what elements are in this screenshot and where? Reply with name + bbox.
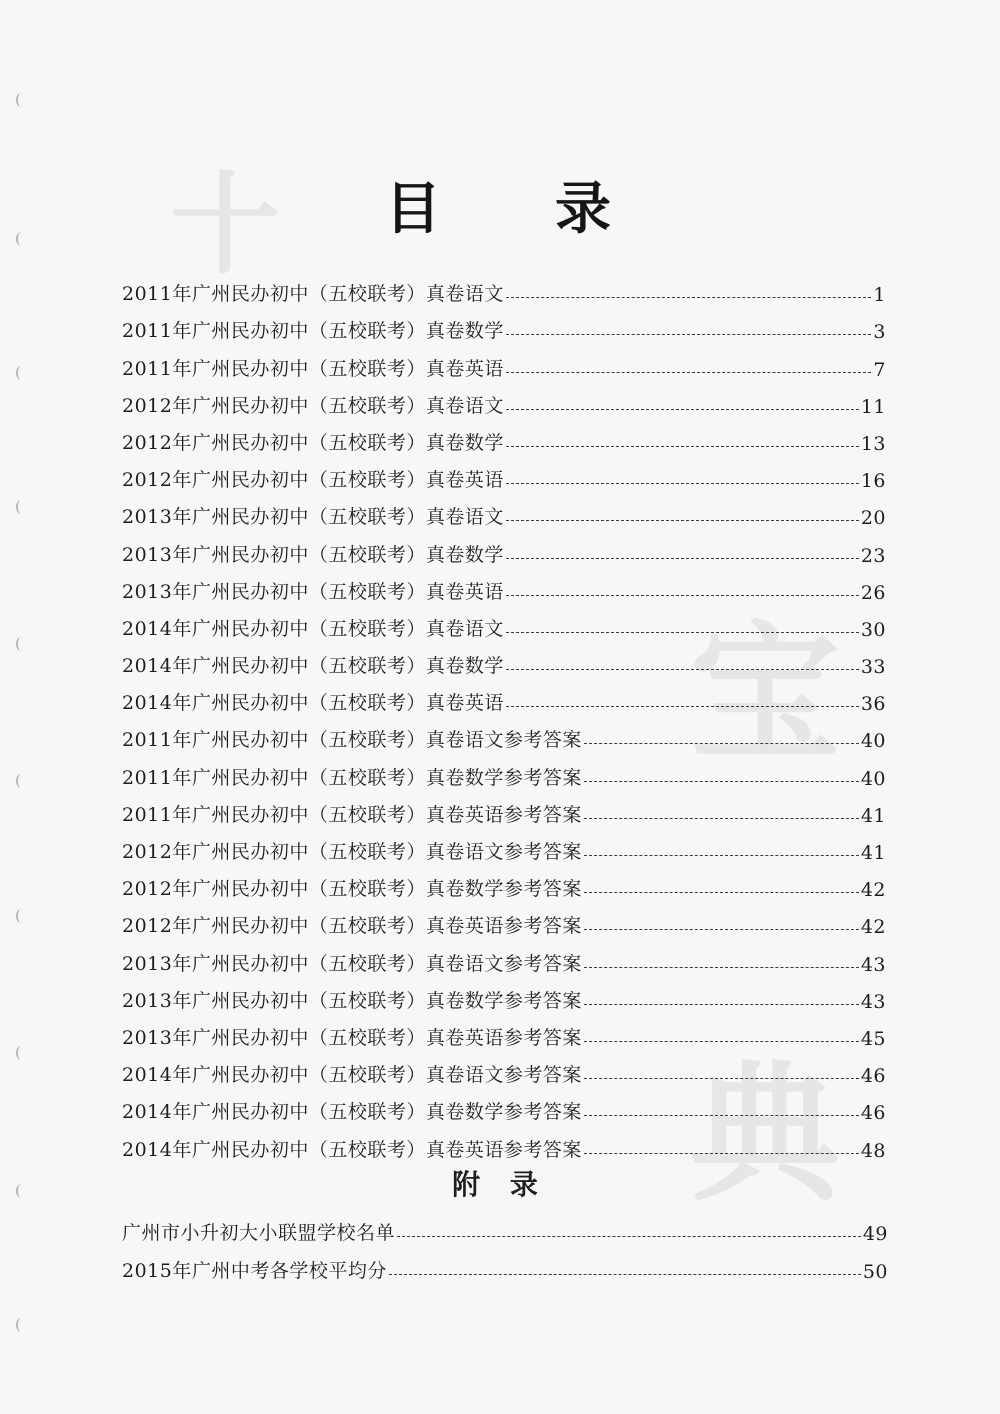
toc-entry-page-number: 43 [860, 953, 886, 976]
toc-entry-title: 2012年广州民办初中（五校联考）真卷英语 [122, 469, 504, 492]
dotted-leader [584, 781, 859, 782]
toc-entry-page-number: 40 [860, 767, 886, 790]
dotted-leader [584, 929, 859, 930]
toc-entry[interactable] [122, 901, 886, 938]
toc-entry[interactable] [122, 641, 886, 678]
dotted-leader [584, 1115, 859, 1116]
toc-entry-title: 广州市小升初大小联盟学校名单 [122, 1222, 396, 1244]
dotted-leader [506, 632, 859, 633]
toc-entry-title: 2014年广州民办初中（五校联考）真卷数学 [122, 655, 504, 678]
dotted-leader [506, 520, 859, 521]
page-title [0, 165, 1000, 242]
toc-entry-page-number: 45 [860, 1027, 886, 1050]
dotted-leader [584, 1078, 859, 1079]
dotted-leader [506, 409, 859, 410]
toc-entry[interactable] [122, 678, 886, 715]
dotted-leader [584, 1153, 859, 1154]
toc-entry-page-number: 41 [860, 842, 886, 864]
toc-entry[interactable] [122, 343, 886, 380]
toc-entry-title: 2015年广州中考各学校平均分 [122, 1260, 387, 1282]
toc-entry[interactable] [122, 567, 886, 604]
dotted-leader [506, 334, 872, 335]
binder-hole [16, 909, 26, 923]
toc-entry-page-number: 26 [860, 581, 886, 604]
toc-entry-title: 2011年广州民办初中（五校联考）真卷数学参考答案 [122, 766, 582, 789]
dotted-leader [397, 1236, 861, 1237]
toc-entry-title: 2011年广州民办初中（五校联考）真卷语文 [122, 283, 504, 306]
toc-entry-page-number: 30 [860, 618, 886, 641]
dotted-leader [389, 1274, 861, 1275]
toc-entry-page-number: 46 [860, 1065, 886, 1088]
toc-entry[interactable] [122, 938, 886, 975]
toc-entry-title: 2013年广州民办初中（五校联考）真卷数学 [122, 543, 504, 566]
toc-entry-page-number: 40 [860, 730, 886, 753]
watermark-char: 宝 [690, 608, 841, 782]
toc-entry-title: 2013年广州民办初中（五校联考）真卷英语参考答案 [122, 1026, 582, 1049]
toc-entry-title: 2012年广州民办初中（五校联考）真卷数学 [122, 431, 504, 454]
toc-entry-page-number: 7 [873, 358, 886, 381]
toc-entry-title: 2011年广州民办初中（五校联考）真卷数学 [122, 320, 504, 343]
toc-entry[interactable] [122, 1013, 886, 1050]
toc-entry-page-number: 46 [860, 1102, 886, 1125]
dotted-leader [506, 372, 872, 373]
toc-entry-title: 2011年广州民办初中（五校联考）真卷英语参考答案 [122, 803, 582, 826]
toc-entry-page-number: 16 [860, 470, 886, 493]
toc-entry[interactable] [122, 827, 886, 864]
watermark-char: 十 [170, 161, 280, 289]
toc-entry-page-number: 13 [860, 432, 886, 455]
toc-entry[interactable] [122, 1087, 886, 1124]
dotted-leader [506, 446, 859, 447]
toc-entry-title: 2013年广州民办初中（五校联考）真卷数学参考答案 [122, 989, 582, 1012]
toc-entry-title: 2012年广州民办初中（五校联考）真卷英语参考答案 [122, 915, 582, 938]
toc-entry-page-number: 48 [860, 1139, 886, 1162]
toc-entry-title: 2013年广州民办初中（五校联考）真卷英语 [122, 580, 504, 603]
dotted-leader [584, 855, 859, 856]
toc-entry-title: 2013年广州民办初中（五校联考）真卷语文 [122, 506, 504, 529]
toc-entry[interactable] [122, 715, 886, 752]
toc-entry-page-number: 3 [873, 321, 886, 344]
toc-list [122, 269, 886, 1162]
toc-entry[interactable] [122, 1207, 888, 1245]
toc-entry-title: 2014年广州民办初中（五校联考）真卷英语参考答案 [122, 1138, 582, 1161]
dotted-leader [584, 1041, 859, 1042]
toc-entry-page-number: 50 [862, 1261, 888, 1283]
toc-entry-page-number: 42 [860, 879, 886, 902]
toc-entry-page-number: 11 [860, 395, 886, 418]
toc-entry-title: 2012年广州民办初中（五校联考）真卷语文参考答案 [122, 841, 582, 863]
toc-entry[interactable] [122, 1245, 888, 1283]
dotted-leader [506, 558, 859, 559]
toc-entry-page-number: 1 [873, 284, 886, 307]
toc-entry[interactable] [122, 1050, 886, 1087]
toc-entry[interactable] [122, 1124, 886, 1161]
dotted-leader [584, 1004, 859, 1005]
toc-entry[interactable] [122, 455, 886, 492]
binder-hole [16, 366, 26, 380]
dotted-leader [506, 595, 859, 596]
toc-entry[interactable] [122, 976, 886, 1013]
toc-entry-page-number: 42 [860, 916, 886, 939]
toc-entry[interactable] [122, 381, 886, 418]
dotted-leader [506, 706, 859, 707]
toc-entry-title: 2012年广州民办初中（五校联考）真卷数学参考答案 [122, 878, 582, 901]
toc-entry[interactable] [122, 604, 886, 641]
toc-entry-page-number: 49 [862, 1223, 888, 1245]
binder-hole [16, 637, 26, 651]
toc-entry-title: 2014年广州民办初中（五校联考）真卷英语 [122, 692, 504, 715]
toc-entry-title: 2011年广州民办初中（五校联考）真卷语文参考答案 [122, 729, 582, 752]
appendix-title: 附 录 [452, 1168, 548, 1201]
dotted-leader [584, 818, 859, 819]
binder-hole [16, 1318, 26, 1332]
dotted-leader [584, 743, 859, 744]
dotted-leader [584, 967, 859, 968]
title-char: 录 [555, 177, 611, 242]
toc-entry-title: 2014年广州民办初中（五校联考）真卷数学参考答案 [122, 1101, 582, 1124]
binder-hole [16, 1046, 26, 1060]
toc-entry[interactable] [122, 418, 886, 455]
toc-entry-page-number: 43 [860, 990, 886, 1013]
toc-entry-title: 2011年广州民办初中（五校联考）真卷英语 [122, 357, 504, 380]
title-char: 目 [385, 177, 441, 242]
dotted-leader [506, 483, 859, 484]
toc-entry[interactable] [122, 752, 886, 789]
toc-entry-page-number: 36 [860, 693, 886, 716]
toc-entry-title: 2014年广州民办初中（五校联考）真卷语文参考答案 [122, 1064, 582, 1087]
dotted-leader [584, 892, 859, 893]
toc-entry-page-number: 41 [860, 804, 886, 827]
toc-entry-page-number: 33 [860, 656, 886, 679]
toc-entry[interactable] [122, 790, 886, 827]
watermark-char: 典 [690, 1048, 841, 1222]
toc-entry[interactable] [122, 492, 886, 529]
dotted-leader [506, 297, 872, 298]
toc-entry[interactable] [122, 269, 886, 306]
toc-entry[interactable] [122, 306, 886, 343]
toc-entry-title: 2012年广州民办初中（五校联考）真卷语文 [122, 394, 504, 417]
toc-entry-page-number: 23 [860, 544, 886, 567]
dotted-leader [506, 669, 859, 670]
binder-hole [16, 500, 26, 514]
toc-entry[interactable] [122, 529, 886, 566]
binder-hole [16, 93, 26, 107]
toc-entry-title: 2013年广州民办初中（五校联考）真卷语文参考答案 [122, 952, 582, 975]
toc-entry[interactable] [122, 864, 886, 901]
appendix-list [122, 1207, 888, 1283]
toc-entry-page-number: 20 [860, 507, 886, 530]
binder-hole [16, 774, 26, 788]
toc-entry-title: 2014年广州民办初中（五校联考）真卷语文 [122, 617, 504, 640]
